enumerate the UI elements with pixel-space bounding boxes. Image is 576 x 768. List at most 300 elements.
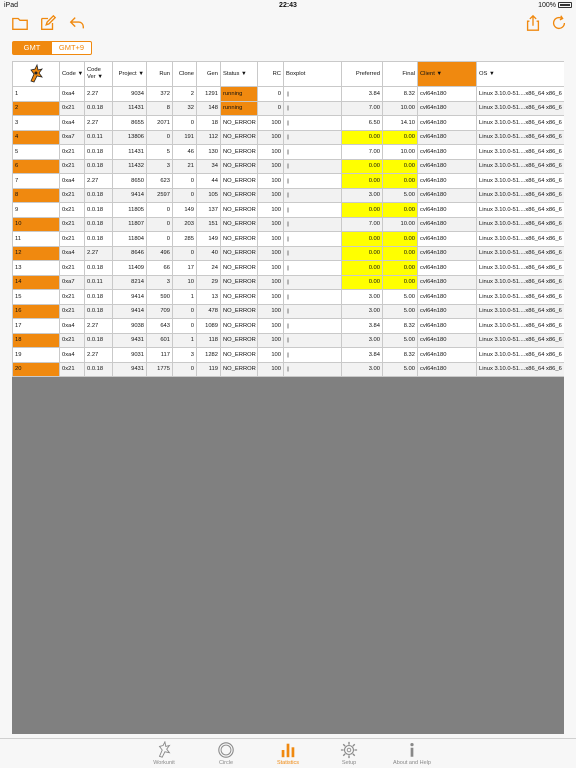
column-header-status[interactable]: Status ▼ [221, 62, 258, 87]
client-cell: cvl64n180 [418, 275, 477, 290]
boxplot-cell [284, 333, 342, 348]
status-bar [0, 0, 576, 12]
client-cell: cvl64n180 [418, 116, 477, 131]
row-number-cell: 16 [13, 304, 60, 319]
project-cell: 9414 [113, 290, 147, 305]
code-cell: 0x21 [60, 232, 85, 247]
timezone-segmented-control [12, 41, 92, 55]
statistics-grid[interactable] [12, 61, 564, 734]
os-cell: Linux 3.10.0-51....x86_64 x86_6 [477, 304, 565, 319]
code-version-cell: 0.0.18 [85, 203, 113, 218]
run-cell: 601 [147, 333, 173, 348]
table-row[interactable] [13, 130, 565, 145]
gen-cell: 18 [197, 116, 221, 131]
rc-cell: 100 [258, 203, 284, 218]
rc-cell: 100 [258, 348, 284, 363]
preferred-cell: 3.84 [342, 87, 383, 102]
run-cell: 3 [147, 159, 173, 174]
rc-cell: 100 [258, 174, 284, 189]
clone-cell: 0 [173, 319, 197, 334]
code-cell: 0xa7 [60, 130, 85, 145]
tab-statistics[interactable] [258, 741, 318, 766]
code-cell: 0x21 [60, 362, 85, 377]
final-cell: 0.00 [383, 261, 418, 276]
row-number-cell: 1 [13, 87, 60, 102]
column-header-boxplot[interactable]: Boxplot [284, 62, 342, 87]
gen-cell: 105 [197, 188, 221, 203]
boxplot-mark [286, 119, 342, 127]
gen-cell: 137 [197, 203, 221, 218]
code-version-cell: 0.0.18 [85, 145, 113, 160]
boxplot-mark [286, 278, 342, 286]
boxplot-mark [286, 322, 342, 330]
code-version-cell: 0.0.18 [85, 362, 113, 377]
boxplot-mark [286, 191, 342, 199]
clone-cell: 203 [173, 217, 197, 232]
tab-workunit[interactable] [134, 741, 194, 766]
code-version-cell: 2.27 [85, 174, 113, 189]
gen-cell: 112 [197, 130, 221, 145]
run-cell: 372 [147, 87, 173, 102]
project-cell: 8646 [113, 246, 147, 261]
run-cell: 1775 [147, 362, 173, 377]
client-cell: cvl64n180 [418, 261, 477, 276]
gen-cell: 34 [197, 159, 221, 174]
clone-cell: 0 [173, 362, 197, 377]
column-header-project[interactable]: Project ▼ [113, 62, 147, 87]
code-version-cell: 0.0.18 [85, 333, 113, 348]
project-cell: 9031 [113, 348, 147, 363]
clone-cell: 32 [173, 101, 197, 116]
rc-cell: 0 [258, 87, 284, 102]
row-number-cell: 4 [13, 130, 60, 145]
code-cell: 0xa4 [60, 348, 85, 363]
preferred-cell: 0.00 [342, 130, 383, 145]
project-cell: 8214 [113, 275, 147, 290]
status-cell: NO_ERROR [221, 217, 258, 232]
boxplot-cell [284, 232, 342, 247]
client-cell: cvl64n180 [418, 290, 477, 305]
code-cell: 0x21 [60, 203, 85, 218]
client-cell: cvl64n180 [418, 188, 477, 203]
run-cell: 643 [147, 319, 173, 334]
rc-cell: 100 [258, 116, 284, 131]
code-version-cell: 2.27 [85, 116, 113, 131]
code-cell: 0x21 [60, 333, 85, 348]
timezone-gmt9-button[interactable]: GMT+9 [52, 41, 92, 55]
table-row[interactable] [13, 87, 565, 102]
boxplot-cell [284, 304, 342, 319]
gen-cell: 478 [197, 304, 221, 319]
table-row[interactable] [13, 246, 565, 261]
os-cell: Linux 3.10.0-51....x86_64 x86_6 [477, 246, 565, 261]
clone-cell: 2 [173, 87, 197, 102]
os-cell: Linux 3.10.0-51....x86_64 x86_6 [477, 217, 565, 232]
code-version-cell: 0.0.18 [85, 232, 113, 247]
clone-cell: 0 [173, 116, 197, 131]
row-number-cell: 14 [13, 275, 60, 290]
row-number-cell: 5 [13, 145, 60, 160]
project-cell: 11432 [113, 159, 147, 174]
boxplot-cell [284, 174, 342, 189]
tab-circle[interactable] [196, 741, 256, 766]
project-cell: 9034 [113, 87, 147, 102]
run-cell: 0 [147, 203, 173, 218]
status-cell: NO_ERROR [221, 116, 258, 131]
clone-cell: 3 [173, 348, 197, 363]
os-cell: Linux 3.10.0-51....x86_64 x86_6 [477, 232, 565, 247]
os-cell: Linux 3.10.0-51....x86_64 x86_6 [477, 333, 565, 348]
row-number-cell: 6 [13, 159, 60, 174]
gen-cell: 13 [197, 290, 221, 305]
code-cell: 0xa4 [60, 319, 85, 334]
code-version-cell: 0.0.18 [85, 101, 113, 116]
navigation-bar [0, 12, 576, 36]
boxplot-mark [286, 293, 342, 301]
code-version-cell: 0.0.18 [85, 304, 113, 319]
clone-cell: 0 [173, 246, 197, 261]
table-row[interactable] [13, 362, 565, 377]
run-cell: 709 [147, 304, 173, 319]
tab-label: Setup [341, 760, 357, 766]
run-cell: 3 [147, 275, 173, 290]
gen-cell: 24 [197, 261, 221, 276]
os-cell: Linux 3.10.0-51....x86_64 x86_6 [477, 348, 565, 363]
client-cell: cvl64n180 [418, 333, 477, 348]
final-cell: 8.32 [383, 87, 418, 102]
clone-cell: 0 [173, 304, 197, 319]
status-cell: NO_ERROR [221, 246, 258, 261]
project-cell: 11431 [113, 145, 147, 160]
clock: 22:43 [279, 2, 297, 9]
client-cell: cvl64n180 [418, 362, 477, 377]
column-header-code[interactable]: Code ▼ [60, 62, 85, 87]
project-cell: 9414 [113, 188, 147, 203]
final-cell: 10.00 [383, 101, 418, 116]
gear-icon [340, 741, 358, 759]
boxplot-mark [286, 148, 342, 156]
preferred-cell: 0.00 [342, 261, 383, 276]
rc-cell: 100 [258, 130, 284, 145]
final-cell: 5.00 [383, 290, 418, 305]
tab-label: Workunit [153, 760, 175, 766]
final-cell: 0.00 [383, 130, 418, 145]
table-body [13, 87, 565, 377]
client-cell: cvl64n180 [418, 203, 477, 218]
table-row[interactable] [13, 232, 565, 247]
tab-label: About and Help [393, 760, 431, 766]
client-cell: cvl64n180 [418, 319, 477, 334]
table-row[interactable] [13, 333, 565, 348]
run-cell: 5 [147, 145, 173, 160]
table-row[interactable] [13, 290, 565, 305]
final-cell: 0.00 [383, 246, 418, 261]
boxplot-mark [286, 162, 342, 170]
column-header-code-ver[interactable]: Code Ver ▼ [85, 62, 113, 87]
boxplot-mark [286, 133, 342, 141]
code-cell: 0xa4 [60, 87, 85, 102]
tab-label: Statistics [276, 760, 299, 766]
status-cell: NO_ERROR [221, 145, 258, 160]
boxplot-cell [284, 145, 342, 160]
client-cell: cvl64n180 [418, 348, 477, 363]
code-cell: 0xa4 [60, 246, 85, 261]
client-cell: cvl64n180 [418, 246, 477, 261]
os-cell: Linux 3.10.0-51....x86_64 x86_6 [477, 275, 565, 290]
workunit-icon [155, 741, 173, 759]
row-number-cell: 9 [13, 203, 60, 218]
column-header-rc[interactable]: RC [258, 62, 284, 87]
status-cell: running [221, 87, 258, 102]
folding-logo-icon [25, 63, 47, 85]
compose-icon[interactable] [39, 14, 57, 32]
rc-cell: 100 [258, 319, 284, 334]
table-row[interactable] [13, 203, 565, 218]
run-cell: 117 [147, 348, 173, 363]
table-row[interactable] [13, 275, 565, 290]
final-cell: 10.00 [383, 145, 418, 160]
preferred-cell: 0.00 [342, 159, 383, 174]
boxplot-cell [284, 246, 342, 261]
rc-cell: 100 [258, 290, 284, 305]
preferred-cell: 7.00 [342, 217, 383, 232]
gen-cell: 44 [197, 174, 221, 189]
rc-cell: 100 [258, 333, 284, 348]
timezone-gmt-button[interactable]: GMT [12, 41, 52, 55]
code-version-cell: 2.27 [85, 246, 113, 261]
gen-cell: 40 [197, 246, 221, 261]
project-cell: 9038 [113, 319, 147, 334]
run-cell: 623 [147, 174, 173, 189]
run-cell: 0 [147, 217, 173, 232]
share-icon[interactable] [524, 14, 542, 32]
boxplot-cell [284, 130, 342, 145]
status-cell: NO_ERROR [221, 130, 258, 145]
status-cell: NO_ERROR [221, 348, 258, 363]
status-cell: NO_ERROR [221, 362, 258, 377]
preferred-cell: 0.00 [342, 174, 383, 189]
boxplot-mark [286, 177, 342, 185]
table-row[interactable] [13, 101, 565, 116]
code-cell: 0x21 [60, 145, 85, 160]
table-row[interactable] [13, 304, 565, 319]
table-header-row [13, 62, 565, 87]
row-number-cell: 11 [13, 232, 60, 247]
preferred-cell: 0.00 [342, 232, 383, 247]
run-cell: 8 [147, 101, 173, 116]
final-cell: 8.32 [383, 319, 418, 334]
rc-cell: 100 [258, 362, 284, 377]
client-cell: cvl64n180 [418, 217, 477, 232]
status-cell: running [221, 101, 258, 116]
preferred-cell: 7.00 [342, 145, 383, 160]
table-row[interactable] [13, 174, 565, 189]
code-version-cell: 0.0.18 [85, 261, 113, 276]
code-cell: 0xa4 [60, 116, 85, 131]
boxplot-mark [286, 351, 342, 359]
boxplot-mark [286, 307, 342, 315]
tab-bar [0, 738, 576, 768]
gen-cell: 118 [197, 333, 221, 348]
final-cell: 10.00 [383, 217, 418, 232]
preferred-cell: 3.00 [342, 304, 383, 319]
project-cell: 8650 [113, 174, 147, 189]
info-icon [403, 741, 421, 759]
code-version-cell: 0.0.18 [85, 290, 113, 305]
status-cell: NO_ERROR [221, 188, 258, 203]
code-cell: 0xa7 [60, 275, 85, 290]
client-cell: cvl64n180 [418, 145, 477, 160]
os-cell: Linux 3.10.0-51....x86_64 x86_6 [477, 130, 565, 145]
os-cell: Linux 3.10.0-51....x86_64 x86_6 [477, 116, 565, 131]
status-cell: NO_ERROR [221, 333, 258, 348]
code-version-cell: 2.27 [85, 348, 113, 363]
final-cell: 5.00 [383, 362, 418, 377]
status-cell: NO_ERROR [221, 275, 258, 290]
preferred-cell: 0.00 [342, 203, 383, 218]
final-cell: 5.00 [383, 333, 418, 348]
rc-cell: 100 [258, 304, 284, 319]
os-cell: Linux 3.10.0-51....x86_64 x86_6 [477, 101, 565, 116]
rc-cell: 100 [258, 217, 284, 232]
clone-cell: 21 [173, 159, 197, 174]
table-row[interactable] [13, 145, 565, 160]
tab-about-and-help[interactable] [382, 741, 442, 766]
folder-icon[interactable] [11, 14, 29, 32]
rc-cell: 100 [258, 261, 284, 276]
boxplot-mark [286, 220, 342, 228]
column-header-gen[interactable]: Gen [197, 62, 221, 87]
code-cell: 0x21 [60, 304, 85, 319]
os-cell: Linux 3.10.0-51....x86_64 x86_6 [477, 261, 565, 276]
statistics-icon [279, 741, 297, 759]
column-header-client[interactable]: Client ▼ [418, 62, 477, 87]
boxplot-cell [284, 203, 342, 218]
battery-icon [558, 2, 572, 8]
clone-cell: 149 [173, 203, 197, 218]
battery-indicator [538, 0, 572, 12]
clone-cell: 17 [173, 261, 197, 276]
clone-cell: 285 [173, 232, 197, 247]
code-cell: 0xa4 [60, 174, 85, 189]
table-row[interactable] [13, 319, 565, 334]
project-cell: 11807 [113, 217, 147, 232]
code-version-cell: 0.0.18 [85, 159, 113, 174]
project-cell: 8655 [113, 116, 147, 131]
boxplot-cell [284, 290, 342, 305]
status-cell: NO_ERROR [221, 304, 258, 319]
final-cell: 8.32 [383, 348, 418, 363]
rc-cell: 100 [258, 188, 284, 203]
run-cell: 496 [147, 246, 173, 261]
project-cell: 11805 [113, 203, 147, 218]
table-row[interactable] [13, 348, 565, 363]
rc-cell: 100 [258, 246, 284, 261]
row-number-cell: 12 [13, 246, 60, 261]
reply-icon[interactable] [68, 14, 86, 32]
project-cell: 9431 [113, 333, 147, 348]
os-cell: Linux 3.10.0-51....x86_64 x86_6 [477, 319, 565, 334]
gen-cell: 29 [197, 275, 221, 290]
boxplot-cell [284, 101, 342, 116]
table-row[interactable] [13, 217, 565, 232]
table-row[interactable] [13, 159, 565, 174]
boxplot-cell [284, 87, 342, 102]
row-number-cell: 7 [13, 174, 60, 189]
row-number-cell: 20 [13, 362, 60, 377]
run-cell: 66 [147, 261, 173, 276]
code-cell: 0x21 [60, 290, 85, 305]
preferred-cell: 7.00 [342, 101, 383, 116]
column-header-os[interactable]: OS ▼ [477, 62, 565, 87]
column-header-clone[interactable]: Clone [173, 62, 197, 87]
project-cell: 13806 [113, 130, 147, 145]
boxplot-mark [286, 264, 342, 272]
os-cell: Linux 3.10.0-51....x86_64 x86_6 [477, 174, 565, 189]
boxplot-cell [284, 116, 342, 131]
gen-cell: 151 [197, 217, 221, 232]
status-cell: NO_ERROR [221, 319, 258, 334]
boxplot-mark [286, 104, 342, 112]
preferred-cell: 6.50 [342, 116, 383, 131]
boxplot-mark [286, 249, 342, 257]
battery-percent: 100% [538, 2, 556, 9]
os-cell: Linux 3.10.0-51....x86_64 x86_6 [477, 159, 565, 174]
tab-setup[interactable] [319, 741, 379, 766]
boxplot-cell [284, 159, 342, 174]
boxplot-mark [286, 90, 342, 98]
final-cell: 0.00 [383, 203, 418, 218]
preferred-cell: 0.00 [342, 275, 383, 290]
status-cell: NO_ERROR [221, 203, 258, 218]
preferred-cell: 3.84 [342, 319, 383, 334]
clone-cell: 1 [173, 290, 197, 305]
final-cell: 5.00 [383, 304, 418, 319]
gen-cell: 119 [197, 362, 221, 377]
column-header-final[interactable]: Final [383, 62, 418, 87]
column-header-run[interactable]: Run [147, 62, 173, 87]
final-cell: 0.00 [383, 232, 418, 247]
os-cell: Linux 3.10.0-51....x86_64 x86_6 [477, 145, 565, 160]
code-cell: 0x21 [60, 101, 85, 116]
code-version-cell: 0.0.11 [85, 275, 113, 290]
boxplot-cell [284, 261, 342, 276]
status-cell: NO_ERROR [221, 159, 258, 174]
column-header-preferred[interactable]: Preferred [342, 62, 383, 87]
table-row[interactable] [13, 261, 565, 276]
os-cell: Linux 3.10.0-51....x86_64 x86_6 [477, 362, 565, 377]
project-cell: 11431 [113, 101, 147, 116]
run-cell: 2071 [147, 116, 173, 131]
row-number-cell: 18 [13, 333, 60, 348]
refresh-icon[interactable] [550, 14, 568, 32]
client-cell: cvl64n180 [418, 101, 477, 116]
table-row[interactable] [13, 116, 565, 131]
clone-cell: 10 [173, 275, 197, 290]
project-cell: 11804 [113, 232, 147, 247]
code-version-cell: 0.0.11 [85, 130, 113, 145]
rc-cell: 100 [258, 159, 284, 174]
final-cell: 5.00 [383, 188, 418, 203]
row-number-cell: 13 [13, 261, 60, 276]
tab-label: Circle [218, 760, 234, 766]
status-cell: NO_ERROR [221, 290, 258, 305]
table-row[interactable] [13, 188, 565, 203]
row-number-cell: 17 [13, 319, 60, 334]
circle-icon [217, 741, 235, 759]
status-cell: NO_ERROR [221, 232, 258, 247]
boxplot-cell [284, 362, 342, 377]
